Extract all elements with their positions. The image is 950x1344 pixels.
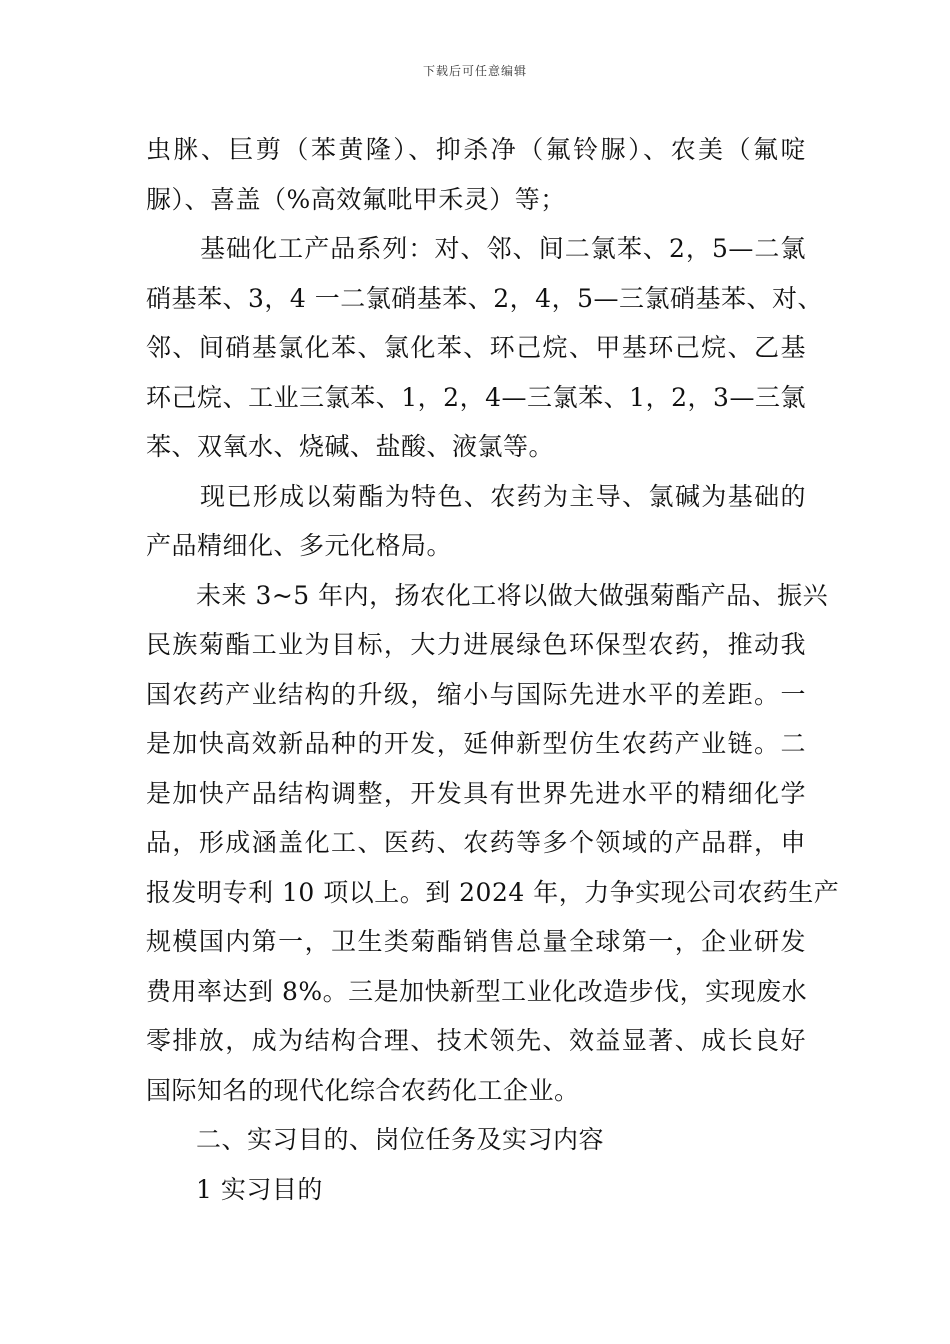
paragraph-basic-chemicals bbox=[146, 224, 823, 472]
text-line: 硝基苯、3，4 一二氯硝基苯、2，4，5—三氯硝基苯、对、 bbox=[146, 283, 823, 313]
text-line: 是加快产品结构调整，开发具有世界先进水平的精细化学 bbox=[146, 778, 806, 808]
text-line: 现已形成以菊酯为特色、农药为主导、氯碱为基础的 bbox=[200, 481, 806, 511]
text-line: 虫脒、巨剪（苯黄隆）、抑杀净（氟铃脲）、农美（氟啶 bbox=[146, 135, 806, 164]
subsection-heading bbox=[146, 1165, 806, 1215]
text-line: 产品精细化、多元化格局。 bbox=[146, 531, 453, 560]
text-line: 报发明专利 10 项以上。到 2024 年，力争实现公司农药生产 bbox=[146, 877, 840, 907]
text-line: 规模国内第一，卫生类菊酯销售总量全球第一，企业研发 bbox=[146, 927, 806, 956]
document-body bbox=[146, 125, 840, 1214]
text-line: 邻、间硝基氯化苯、氯化苯、环己烷、甲基环己烷、乙基 bbox=[146, 333, 806, 362]
heading-line: 二、实习目的、岗位任务及实习内容 bbox=[196, 1125, 605, 1154]
text-line: 苯、双氧水、烧碱、盐酸、液氯等。 bbox=[146, 432, 555, 461]
text-line: 是加快高效新品种的开发，延伸新型仿生农药产业链。二 bbox=[146, 729, 806, 758]
section-heading bbox=[146, 1115, 806, 1165]
text-line: 费用率达到 8%。三是加快新型工业化改造步伐，实现废水 bbox=[146, 976, 808, 1006]
page-header: 下载后可任意编辑 bbox=[422, 64, 527, 78]
text-line: 基础化工产品系列：对、邻、间二氯苯、2，5—二氯 bbox=[200, 234, 806, 263]
heading-line: 1 实习目的 bbox=[196, 1174, 323, 1204]
paragraph-pesticide-list bbox=[146, 125, 806, 224]
paragraph-future-plan bbox=[146, 571, 840, 1116]
text-line: 脲）、喜盖（%高效氟吡甲禾灵）等； bbox=[146, 184, 566, 214]
text-line: 国农药产业结构的升级，缩小与国际先进水平的差距。一 bbox=[146, 679, 806, 709]
text-line: 环己烷、工业三氯苯、1，2，4—三氯苯、1，2，3—三氯 bbox=[146, 382, 806, 412]
paragraph-product-pattern bbox=[146, 472, 806, 571]
text-line: 国际知名的现代化综合农药化工企业。 bbox=[146, 1075, 580, 1105]
text-line: 民族菊酯工业为目标，大力进展绿色环保型农药，推动我 bbox=[146, 630, 806, 659]
text-line: 未来 3~5 年内，扬农化工将以做大做强菊酯产品、振兴 bbox=[196, 580, 829, 610]
text-line: 品，形成涵盖化工、医药、农药等多个领域的产品群，申 bbox=[146, 828, 806, 857]
text-line: 零排放，成为结构合理、技术领先、效益显著、成长良好 bbox=[146, 1026, 806, 1055]
